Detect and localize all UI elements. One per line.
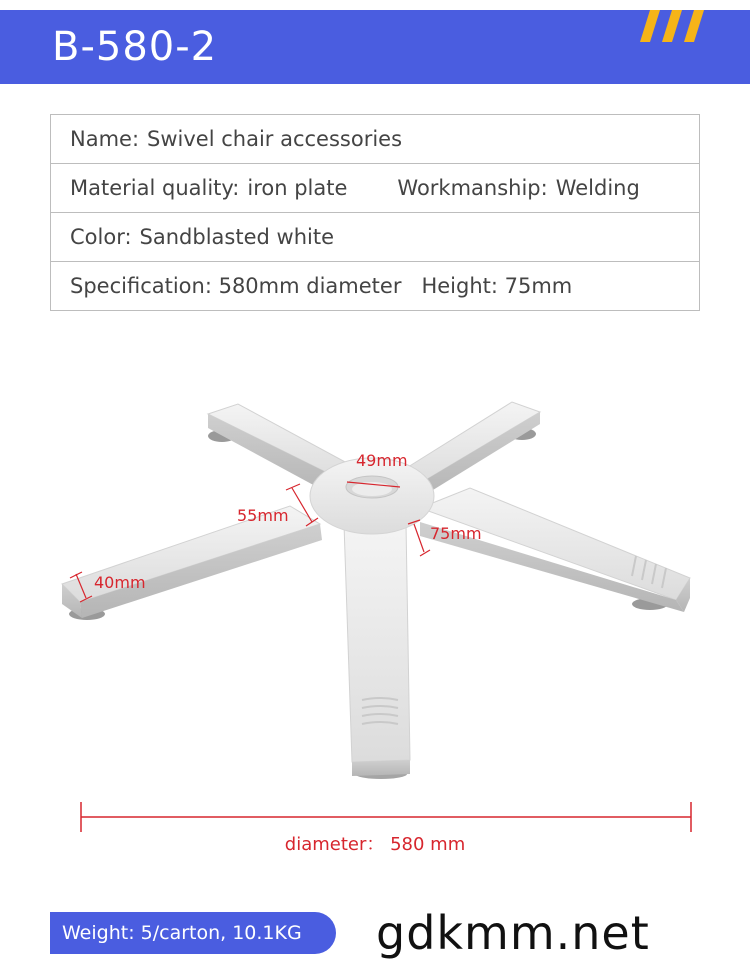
hole-diameter-label: 49mm xyxy=(356,451,408,470)
spec-row-name xyxy=(51,115,699,164)
spec-row-color xyxy=(51,213,699,262)
diameter-dimension-line xyxy=(80,800,692,834)
name-value: Swivel chair accessories xyxy=(147,127,403,151)
color-label: Color: xyxy=(70,225,132,249)
specification-text: Specification: 580mm diameter xyxy=(70,274,402,298)
workmanship-label: Workmanship: xyxy=(397,176,548,200)
name-label: Name: xyxy=(70,127,140,151)
workmanship-value: Welding xyxy=(555,176,640,200)
diameter-label: diameter： 580 mm xyxy=(284,834,466,855)
spec-row-specification xyxy=(51,262,699,310)
material-value: iron plate xyxy=(247,176,348,200)
material-label: Material quality: xyxy=(70,176,240,200)
weight-badge: Weight: 5/carton, 10.1KG xyxy=(50,912,336,954)
end-width-label: 40mm xyxy=(94,573,146,592)
height-dimension-label: 75mm xyxy=(430,524,482,543)
site-watermark: gdkmm.net xyxy=(376,906,650,960)
height-text: Height: 75mm xyxy=(421,274,573,298)
color-value: Sandblasted white xyxy=(139,225,334,249)
decorative-stripes-icon xyxy=(636,10,716,54)
product-code-title: B-580-2 xyxy=(52,24,218,70)
header-banner xyxy=(0,10,750,84)
arm-width-label: 55mm xyxy=(237,506,289,525)
specification-table xyxy=(50,114,700,311)
spec-row-material xyxy=(51,164,699,213)
